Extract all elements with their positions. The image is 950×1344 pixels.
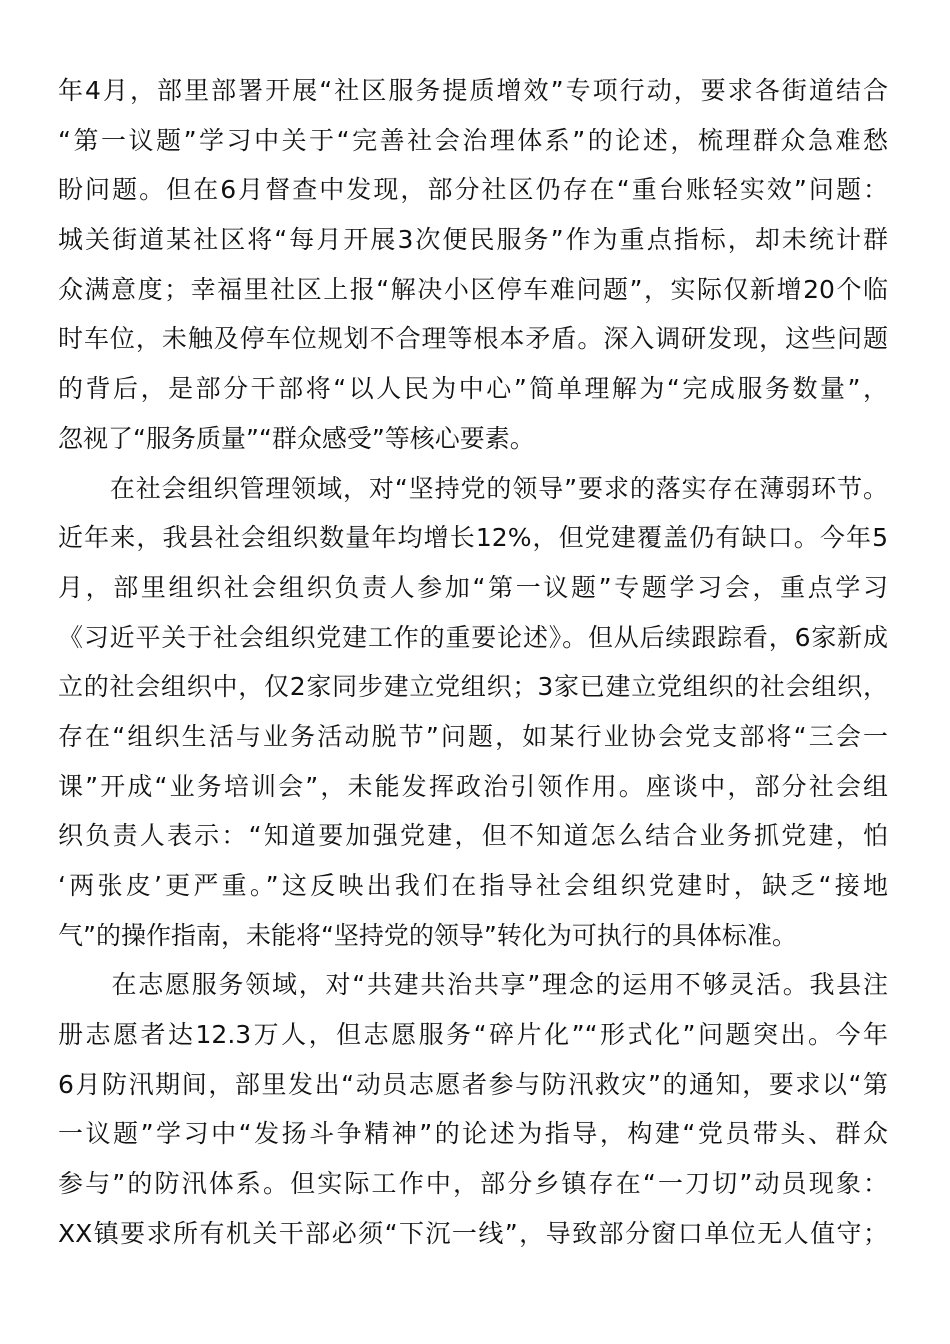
text-line: 6月防汛期间，部里发出“动员志愿者参与防汛救灾”的通知，要求以“第 (58, 1069, 888, 1099)
text-line: 一议题”学习中“发扬斗争精神”的论述为指导，构建“党员带头、群众 (58, 1119, 888, 1149)
text-line: 忽视了“服务质量”“群众感受”等核心要素。 (58, 423, 535, 453)
text-line: “第一议题”学习中关于“完善社会治理体系”的论述，梳理群众急难愁 (58, 125, 888, 155)
text-line: 月，部里组织社会组织负责人参加“第一议题”专题学习会，重点学习 (58, 572, 888, 602)
text-line: 年4月，部里部署开展“社区服务提质增效”专项行动，要求各街道结合 (58, 76, 888, 105)
text-line: 的背后，是部分干部将“以人民为中心”简单理解为“完成服务数量”， (58, 374, 888, 404)
text-line: 织负责人表示：“知道要加强党建，但不知道怎么结合业务抓党建，怕 (58, 821, 888, 851)
text-line: 近年来，我县社会组织数量年均增长12%，但党建覆盖仍有缺口。今年5 (58, 523, 888, 553)
text-line: 立的社会组织中，仅2家同步建立党组织；3家已建立党组织的社会组织， (58, 672, 888, 702)
text-line: 众满意度；幸福里社区上报“解决小区停车难问题”，实际仅新增20个临 (58, 274, 888, 304)
body-text (58, 66, 888, 1259)
text-line: ‘两张皮’更严重。”这反映出我们在指导社会组织党建时，缺乏“接地 (58, 871, 888, 900)
text-line: 时车位，未触及停车位规划不合理等根本矛盾。深入调研发现，这些问题 (58, 324, 888, 354)
text-line: 城关街道某社区将“每月开展3次便民服务”作为重点指标，却未统计群 (58, 225, 888, 255)
text-line: 在社会组织管理领域，对“坚持党的领导”要求的落实存在薄弱环节。 (58, 473, 888, 503)
text-line: 存在“组织生活与业务活动脱节”问题，如某行业协会党支部将“三会一 (58, 721, 888, 751)
text-line: 册志愿者达12.3万人，但志愿服务“碎片化”“形式化”问题突出。今年 (58, 1020, 888, 1050)
text-line: 气”的操作指南，未能将“坚持党的领导”转化为可执行的具体标准。 (58, 920, 797, 950)
text-line: 课”开成“业务培训会”，未能发挥政治引领作用。座谈中，部分社会组 (58, 771, 888, 801)
text-line: XX镇要求所有机关干部必须“下沉一线”，导致部分窗口单位无人值守； (58, 1218, 888, 1248)
text-line: 参与”的防汛体系。但实际工作中，部分乡镇存在“一刀切”动员现象： (58, 1169, 888, 1199)
text-line: 在志愿服务领域，对“共建共治共享”理念的运用不够灵活。我县注 (58, 970, 888, 1000)
text-line: 《习近平关于社会组织党建工作的重要论述》。但从后续跟踪看，6家新成 (58, 622, 888, 652)
text-line: 盼问题。但在6月督查中发现，部分社区仍存在“重台账轻实效”问题： (58, 175, 888, 205)
